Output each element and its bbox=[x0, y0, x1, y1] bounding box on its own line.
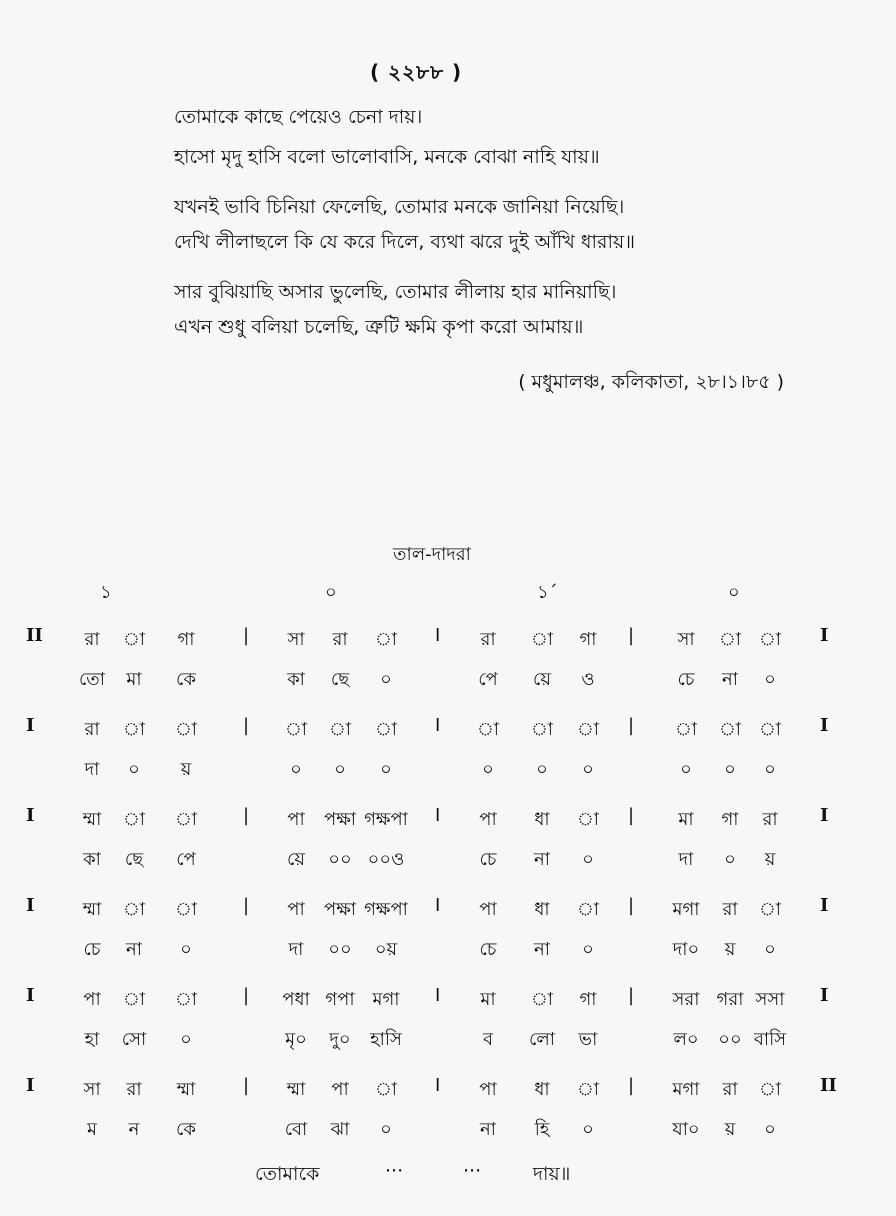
swara-note: ম্মা bbox=[286, 1079, 306, 1100]
lyric-syllable: ০ bbox=[764, 939, 776, 960]
swara-note: পধা bbox=[282, 989, 310, 1010]
lyric-syllable: ০ bbox=[724, 849, 736, 870]
swara-note: া bbox=[758, 629, 782, 650]
division-barline: I bbox=[435, 895, 441, 916]
ending-word: তোমাকে bbox=[255, 1163, 320, 1185]
lyric-syllable: ভা bbox=[578, 1029, 598, 1050]
lyric-syllable: য় bbox=[724, 1119, 736, 1140]
swara-note: রা bbox=[126, 1079, 142, 1100]
swara-note: গক্ষপা bbox=[364, 809, 408, 830]
lyric-syllable: ০০ bbox=[328, 939, 352, 960]
lyric-syllable: চে bbox=[479, 939, 497, 960]
song-number: ( ২২৮৮ ) bbox=[370, 60, 463, 84]
swara-note: মা bbox=[480, 989, 496, 1010]
beat-marker: ০ bbox=[728, 582, 740, 603]
row-start-barline: I bbox=[26, 895, 35, 916]
swara-note: া bbox=[758, 899, 782, 920]
swara-note: া bbox=[674, 719, 698, 740]
lyric-syllable: য় bbox=[724, 939, 736, 960]
lyric-syllable: ০ bbox=[680, 759, 692, 780]
swara-note: া bbox=[718, 629, 742, 650]
source-attribution: ( মধুমালঞ্চ, কলিকাতা, ২৮।১।৮৫ ) bbox=[518, 371, 784, 393]
lyric-syllable: দা bbox=[84, 759, 100, 780]
lyric-syllable: ০য় bbox=[374, 939, 398, 960]
swara-note: ধা bbox=[534, 809, 550, 830]
lyric-syllable: কা bbox=[83, 849, 101, 870]
lyric-syllable: ল০ bbox=[673, 1029, 699, 1050]
lyric-syllable: দা bbox=[288, 939, 304, 960]
verse-line: এখন শুধু বলিয়া চলেছি, ত্রুটি ক্ষমি কৃপা করো আমায়॥ bbox=[174, 316, 584, 338]
lyric-syllable: চে bbox=[83, 939, 101, 960]
lyric-syllable: দু০ bbox=[329, 1029, 351, 1050]
lyric-syllable: ০ bbox=[380, 669, 392, 690]
swara-note: গা bbox=[579, 629, 597, 650]
swara-note: মগা bbox=[672, 899, 700, 920]
swara-note: সা bbox=[287, 629, 305, 650]
division-barline: | bbox=[628, 985, 635, 1006]
lyric-syllable: ব bbox=[482, 1029, 494, 1050]
swara-note: গপা bbox=[325, 989, 355, 1010]
division-barline: | bbox=[243, 625, 250, 646]
swara-note: পা bbox=[83, 989, 101, 1010]
lyric-syllable: লো bbox=[529, 1029, 555, 1050]
swara-note: মগা bbox=[672, 1079, 700, 1100]
swara-note: ম্মা bbox=[82, 809, 102, 830]
row-end-barline: I bbox=[820, 985, 829, 1006]
row-end-barline: I bbox=[820, 625, 829, 646]
lyric-syllable: ০ bbox=[290, 759, 302, 780]
swara-note: মগা bbox=[372, 989, 400, 1010]
lyric-syllable: ছে bbox=[330, 669, 350, 690]
division-barline: | bbox=[243, 895, 250, 916]
lyric-syllable: ০ bbox=[582, 1119, 594, 1140]
swara-note: া bbox=[174, 719, 198, 740]
verse-line: তোমাকে কাছে পেয়েও চেনা দায়। bbox=[174, 106, 423, 128]
lyric-syllable: হি bbox=[534, 1119, 550, 1140]
lyric-syllable: য় bbox=[180, 759, 192, 780]
swara-note: গা bbox=[721, 809, 739, 830]
swara-note: া bbox=[122, 899, 146, 920]
row-start-barline: I bbox=[26, 805, 35, 826]
lyric-syllable: দা bbox=[678, 849, 694, 870]
lyric-syllable: তো bbox=[78, 669, 106, 690]
ending-word: দায়॥ bbox=[533, 1163, 571, 1185]
lyric-syllable: বো bbox=[284, 1119, 308, 1140]
lyric-syllable: ০০ও bbox=[367, 849, 405, 870]
swara-note: া bbox=[576, 1079, 600, 1100]
lyric-syllable: ন bbox=[128, 1119, 140, 1140]
lyric-syllable: না bbox=[534, 939, 550, 960]
lyric-syllable: কে bbox=[176, 669, 196, 690]
lyric-syllable: সো bbox=[121, 1029, 147, 1050]
verse-line: যখনই ভাবি চিনিয়া ফেলেছি, তোমার মনকে জানিয়া নিয়েছি। bbox=[174, 196, 625, 218]
swara-note: া bbox=[576, 899, 600, 920]
lyric-syllable: য় bbox=[764, 849, 776, 870]
swara-note: সরা bbox=[672, 989, 700, 1010]
lyric-syllable: দা০ bbox=[672, 939, 700, 960]
division-barline: | bbox=[243, 985, 250, 1006]
swara-note: পা bbox=[287, 899, 305, 920]
swara-note: রা bbox=[762, 809, 778, 830]
lyric-syllable: চে bbox=[677, 669, 695, 690]
lyric-syllable: না bbox=[534, 849, 550, 870]
division-barline: | bbox=[628, 895, 635, 916]
swara-note: মা bbox=[678, 809, 694, 830]
swara-note: া bbox=[374, 1079, 398, 1100]
lyric-syllable: চে bbox=[479, 849, 497, 870]
lyric-syllable: পে bbox=[478, 669, 498, 690]
swara-note: া bbox=[122, 719, 146, 740]
swara-note: া bbox=[718, 719, 742, 740]
lyric-syllable: ০ bbox=[764, 1119, 776, 1140]
lyric-syllable: ০০ bbox=[718, 1029, 742, 1050]
division-barline: | bbox=[628, 625, 635, 646]
row-end-barline: I bbox=[820, 715, 829, 736]
division-barline: | bbox=[243, 715, 250, 736]
lyric-syllable: যা০ bbox=[672, 1119, 700, 1140]
row-start-barline: I bbox=[26, 985, 35, 1006]
row-end-barline: I bbox=[820, 895, 829, 916]
division-barline: I bbox=[435, 1075, 441, 1096]
row-end-barline: I bbox=[820, 805, 829, 826]
division-barline: | bbox=[243, 1075, 250, 1096]
division-barline: | bbox=[628, 805, 635, 826]
beat-marker: ১ bbox=[100, 582, 112, 603]
lyric-syllable: ০০ bbox=[328, 849, 352, 870]
division-barline: | bbox=[628, 715, 635, 736]
lyric-syllable: কে bbox=[176, 1119, 196, 1140]
swara-note: পা bbox=[331, 1079, 349, 1100]
swara-note: া bbox=[174, 809, 198, 830]
swara-note: া bbox=[476, 719, 500, 740]
swara-note: সা bbox=[677, 629, 695, 650]
swara-note: ম্মা bbox=[82, 899, 102, 920]
lyric-syllable: হাসি bbox=[370, 1029, 402, 1050]
lyric-syllable: ০ bbox=[764, 759, 776, 780]
lyric-syllable: ০ bbox=[582, 939, 594, 960]
lyric-syllable: ম bbox=[87, 1119, 97, 1140]
swara-note: া bbox=[530, 629, 554, 650]
lyric-syllable: ও bbox=[581, 669, 595, 690]
taal-heading: তাল-দাদরা bbox=[393, 544, 471, 565]
swara-note: গা bbox=[177, 629, 195, 650]
swara-note: া bbox=[530, 989, 554, 1010]
swara-note: া bbox=[374, 719, 398, 740]
lyric-syllable: ০ bbox=[536, 759, 548, 780]
swara-note: ধা bbox=[534, 899, 550, 920]
swara-note: সসা bbox=[755, 989, 785, 1010]
swara-note: রা bbox=[722, 899, 738, 920]
swara-note: গা bbox=[579, 989, 597, 1010]
lyric-syllable: না bbox=[126, 939, 142, 960]
swara-note: রা bbox=[722, 1079, 738, 1100]
lyric-syllable: ০ bbox=[724, 759, 736, 780]
swara-note: া bbox=[122, 629, 146, 650]
swara-note: গরা bbox=[716, 989, 744, 1010]
swara-note: া bbox=[174, 899, 198, 920]
verse-line: দেখি লীলাছলে কি যে করে দিলে, ব্যথা ঝরে দুই আঁখি ধারায়॥ bbox=[174, 231, 635, 253]
lyric-syllable: ০ bbox=[582, 759, 594, 780]
swara-note: া bbox=[576, 809, 600, 830]
swara-note: া bbox=[328, 719, 352, 740]
lyric-syllable: ০ bbox=[180, 939, 192, 960]
swara-note: া bbox=[374, 629, 398, 650]
swara-note: পা bbox=[479, 899, 497, 920]
lyric-syllable: হা bbox=[84, 1029, 100, 1050]
swara-note: পক্ষা bbox=[323, 899, 357, 920]
swara-note: রা bbox=[84, 719, 100, 740]
division-barline: I bbox=[435, 805, 441, 826]
swara-note: া bbox=[758, 719, 782, 740]
swara-note: া bbox=[576, 719, 600, 740]
verse-line: হাসো মৃদু হাসি বলো ভালোবাসি, মনকে বোঝা নাহি যায়॥ bbox=[174, 146, 600, 168]
division-barline: I bbox=[435, 625, 441, 646]
lyric-syllable: ০ bbox=[764, 669, 776, 690]
swara-note: পক্ষা bbox=[323, 809, 357, 830]
swara-note: পা bbox=[479, 809, 497, 830]
lyric-syllable: ঝা bbox=[330, 1119, 350, 1140]
lyric-syllable: য়ে bbox=[287, 849, 305, 870]
lyric-syllable: ০ bbox=[482, 759, 494, 780]
lyric-syllable: না bbox=[480, 1119, 496, 1140]
lyric-syllable: য়ে bbox=[533, 669, 551, 690]
lyric-syllable: কা bbox=[287, 669, 305, 690]
division-barline: I bbox=[435, 985, 441, 1006]
division-barline: | bbox=[628, 1075, 635, 1096]
swara-note: ধা bbox=[534, 1079, 550, 1100]
lyric-syllable: ০ bbox=[380, 759, 392, 780]
swara-note: া bbox=[758, 1079, 782, 1100]
row-start-barline: II bbox=[26, 625, 43, 646]
row-start-barline: I bbox=[26, 715, 35, 736]
lyric-syllable: ০ bbox=[180, 1029, 192, 1050]
beat-marker: ১´ bbox=[537, 582, 558, 603]
lyric-syllable: পে bbox=[176, 849, 196, 870]
beat-marker: ০ bbox=[325, 582, 337, 603]
swara-note: ম্মা bbox=[176, 1079, 196, 1100]
lyric-syllable: মৃ০ bbox=[285, 1029, 307, 1050]
swara-note: গক্ষপা bbox=[364, 899, 408, 920]
verse-line: সার বুঝিয়াছি অসার ভুলেছি, তোমার লীলায় হার মানিয়াছি। bbox=[174, 281, 617, 303]
swara-note: রা bbox=[332, 629, 348, 650]
swara-note: া bbox=[122, 809, 146, 830]
division-barline: | bbox=[243, 805, 250, 826]
swara-note: সা bbox=[83, 1079, 101, 1100]
swara-note: রা bbox=[84, 629, 100, 650]
ending-dots: ··· bbox=[385, 1160, 404, 1182]
swara-note: পা bbox=[287, 809, 305, 830]
swara-note: া bbox=[284, 719, 308, 740]
ending-dots: ··· bbox=[463, 1160, 482, 1182]
swara-note: রা bbox=[480, 629, 496, 650]
swara-note: পা bbox=[479, 1079, 497, 1100]
lyric-syllable: ০ bbox=[128, 759, 140, 780]
swara-note: া bbox=[122, 989, 146, 1010]
row-end-barline: II bbox=[820, 1075, 837, 1096]
swara-note: া bbox=[530, 719, 554, 740]
lyric-syllable: ০ bbox=[380, 1119, 392, 1140]
lyric-syllable: ০ bbox=[334, 759, 346, 780]
lyric-syllable: বাসি bbox=[753, 1029, 787, 1050]
lyric-syllable: ০ bbox=[582, 849, 594, 870]
swara-note: া bbox=[174, 989, 198, 1010]
lyric-syllable: ছে bbox=[124, 849, 144, 870]
lyric-syllable: না bbox=[722, 669, 738, 690]
row-start-barline: I bbox=[26, 1075, 35, 1096]
division-barline: I bbox=[435, 715, 441, 736]
lyric-syllable: মা bbox=[126, 669, 142, 690]
